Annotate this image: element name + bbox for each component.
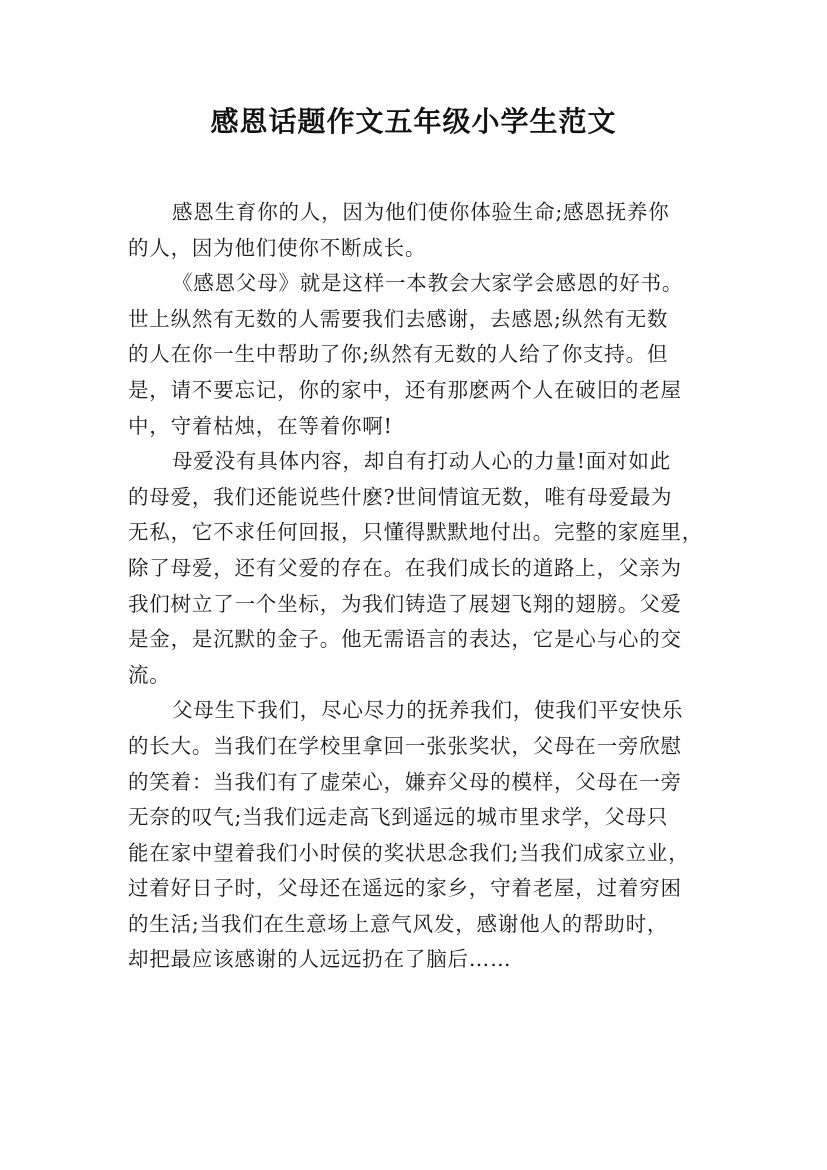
paragraph-line: 却把最应该感谢的人远远扔在了脑后…… [128, 947, 512, 972]
paragraph-line: 世上纵然有无数的人需要我们去感谢，去感恩;纵然有无数 [128, 306, 669, 331]
paragraph-2 [128, 266, 708, 444]
paragraph-line: 能在家中望着我们小时侯的奖状思念我们;当我们成家立业， [128, 840, 690, 865]
paragraph-line: 是，请不要忘记，你的家中，还有那麽两个人在破旧的老屋 [128, 377, 682, 402]
document-title: 感恩话题作文五年级小学生范文 [210, 105, 617, 138]
paragraph-3 [128, 444, 708, 693]
paragraph-line: 的长大。当我们在学校里拿回一张张奖状，父母在一旁欣慰 [128, 733, 682, 758]
paragraph-line: 的生活;当我们在生意场上意气风发，感谢他人的帮助时， [128, 911, 669, 936]
paragraph-line: 无私，它不求任何回报，只懂得默默地付出。完整的家庭里， [128, 520, 704, 545]
document-body [128, 195, 708, 978]
paragraph-line: 过着好日子时，父母还在遥远的家乡，守着老屋，过着穷困 [128, 876, 682, 901]
paragraph-4 [128, 693, 708, 978]
paragraph-line: 我们树立了一个坐标，为我们铸造了展翅飞翔的翅膀。父爱 [128, 591, 682, 616]
paragraph-line: 《感恩父母》就是这样一本教会大家学会感恩的好书。 [172, 271, 684, 296]
paragraph-line: 除了母爱，还有父爱的存在。在我们成长的道路上，父亲为 [128, 555, 682, 580]
paragraph-line: 是金，是沉默的金子。他无需语言的表达，它是心与心的交 [128, 627, 682, 652]
paragraph-line: 感恩生育你的人，因为他们使你体验生命;感恩抚养你 [172, 200, 670, 224]
paragraph-1 [128, 195, 708, 266]
paragraph-line: 流。 [128, 662, 171, 687]
paragraph-line: 的人，因为他们使你不断成长。 [128, 235, 427, 260]
paragraph-line: 中，守着枯烛，在等着你啊! [128, 413, 393, 438]
paragraph-line: 父母生下我们，尽心尽力的抚养我们，使我们平安快乐 [172, 698, 684, 723]
paragraph-line: 的人在你一生中帮助了你;纵然有无数的人给了你支持。但 [128, 342, 669, 367]
paragraph-line: 的笑着：当我们有了虚荣心，嫌弃父母的模样，父母在一旁 [128, 769, 682, 794]
paragraph-line: 母爱没有具体内容，却自有打动人心的力量!面对如此 [172, 449, 671, 474]
paragraph-line: 无奈的叹气;当我们远走高飞到遥远的城市里求学，父母只 [128, 805, 669, 830]
paragraph-line: 的母爱，我们还能说些什麽?世间情谊无数，唯有母爱最为 [128, 484, 673, 509]
